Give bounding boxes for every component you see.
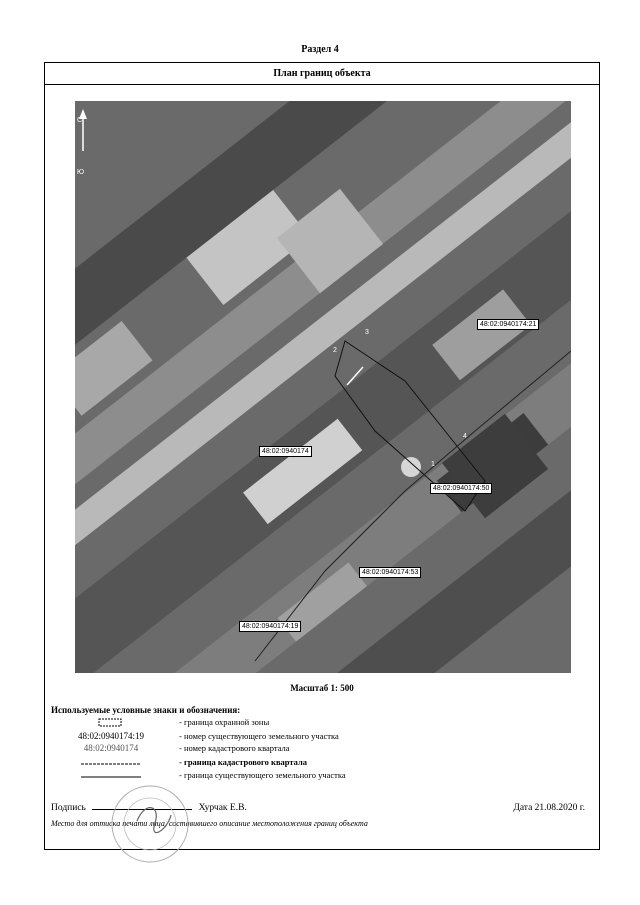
signature-label: Подпись: [51, 803, 86, 813]
boundary-point: 1: [431, 461, 435, 468]
legend-text: - граница существующего земельного участка: [179, 770, 346, 780]
aerial-photo: [75, 101, 571, 673]
compass-north-label: С: [77, 117, 83, 124]
legend-symbol: 48:02:0940174: [83, 743, 139, 753]
legend-symbol: [51, 717, 171, 729]
quarter-boundary-icon: [51, 757, 171, 769]
boundary-point: 4: [463, 433, 467, 440]
signer-name: Хурчак Е.В.: [198, 803, 247, 813]
boundary-point: 2: [333, 347, 337, 354]
legend-symbol: [51, 770, 171, 782]
legend-text: - номер кадастрового квартала: [179, 743, 290, 753]
quarter-label: 48:02:0940174: [259, 446, 312, 457]
parcel-label: 48:02:0940174:50: [430, 483, 492, 494]
parcel-label: 48:02:0940174:21: [477, 319, 539, 330]
legend-item: [51, 770, 591, 782]
protection-zone-icon: [51, 717, 171, 729]
legend-item: [51, 731, 591, 743]
legend-symbol: [51, 757, 171, 769]
legend-text: - граница кадастрового квартала: [179, 757, 308, 767]
legend-item: [51, 717, 591, 729]
legend-symbol: 48:02:0940174:19: [77, 731, 144, 741]
section-title: Раздел 4: [301, 44, 339, 55]
legend-item: [51, 743, 591, 755]
parcel-label: 48:02:0940174:53: [359, 567, 421, 578]
aerial-map: [75, 101, 571, 673]
map-scale: Масштаб 1: 500: [290, 683, 354, 693]
legend-text: - граница охранной зоны: [179, 717, 270, 727]
parcel-label: 48:02:0940174:19: [239, 621, 301, 632]
boundary-point: 3: [365, 329, 369, 336]
stamp-note: Место для оттиска печати лица, составившего описание местоположения границ объекта: [51, 819, 368, 828]
legend-text: - номер существующего земельного участка: [179, 731, 339, 741]
stamp-icon: [109, 783, 191, 865]
plan-header: План границ объекта: [45, 63, 599, 85]
compass-south-label: Ю: [77, 169, 85, 176]
parcel-boundary-icon: [51, 770, 171, 782]
document-frame: [44, 62, 600, 850]
signature-date: Дата 21.08.2020 г.: [513, 803, 585, 813]
legend-item: [51, 757, 591, 769]
legend-title: Используемые условные знаки и обозначения:: [51, 705, 241, 715]
